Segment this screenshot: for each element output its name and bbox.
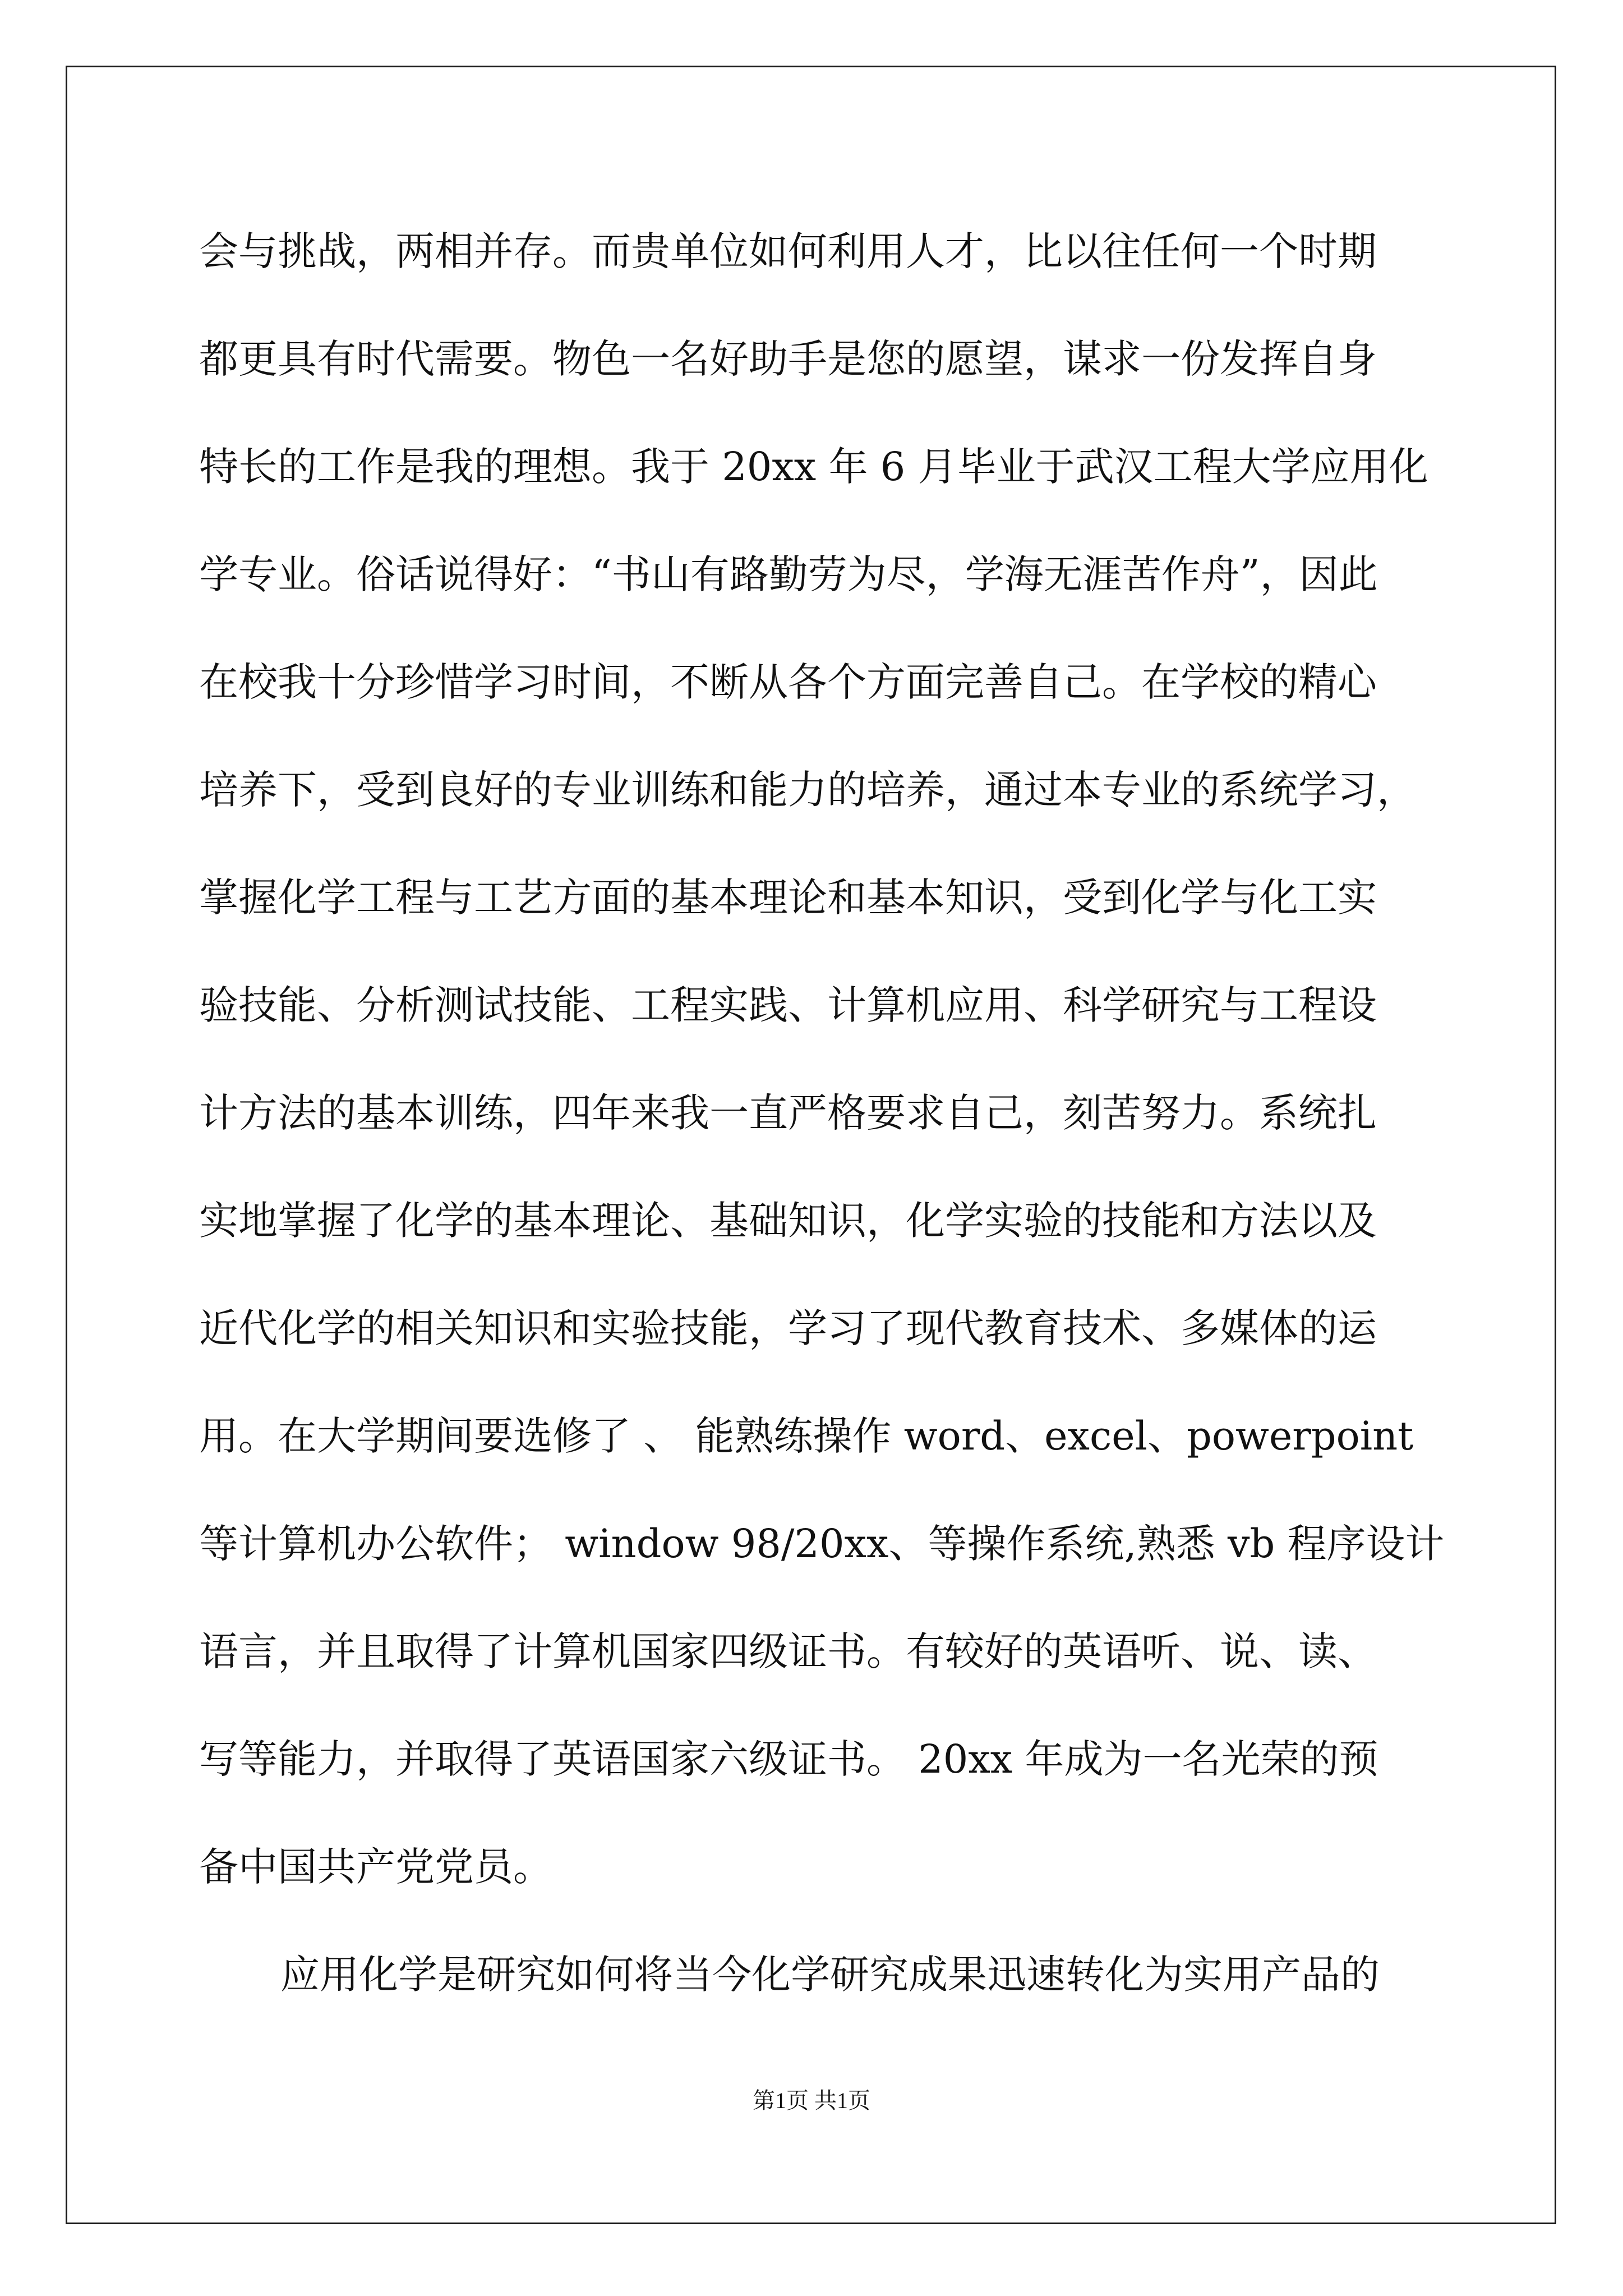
text-line: 用。在大学期间要选修了 、 能熟练操作 word、excel、powerpoint (199, 1413, 1414, 1459)
text-line: 培养下，受到良好的专业训练和能力的培养，通过本专业的系统学习， (199, 767, 1416, 813)
text-line: 在校我十分珍惜学习时间，不断从各个方面完善自己。在学校的精心 (199, 659, 1377, 705)
text-line: 近代化学的相关知识和实验技能，学习了现代教育技术、多媒体的运 (199, 1305, 1377, 1351)
text-line: 备中国共产党党员。 (199, 1844, 552, 1890)
text-line: 实地掌握了化学的基本理论、基础知识，化学实验的技能和方法以及 (199, 1198, 1377, 1244)
text-line: 写等能力，并取得了英语国家六级证书。 20xx 年成为一名光荣的预 (199, 1736, 1378, 1782)
text-line: 都更具有时代需要。物色一名好助手是您的愿望，谋求一份发挥自身 (199, 336, 1377, 382)
text-line: 掌握化学工程与工艺方面的基本理论和基本知识，受到化学与化工实 (199, 875, 1377, 921)
paragraph-start-line: 应用化学是研究如何将当今化学研究成果迅速转化为实用产品的 (280, 1952, 1380, 1998)
page-number-footer: 第1页 共1页 (753, 2088, 870, 2113)
document-body (199, 218, 1445, 2049)
text-line: 会与挑战，两相并存。而贵单位如何利用人才，比以往任何一个时期 (199, 228, 1377, 274)
text-line: 学专业。俗话说得好：“书山有路勤劳为尽，学海无涯苦作舟”，因此 (199, 551, 1378, 597)
text-line: 验技能、分析测试技能、工程实践、计算机应用、科学研究与工程设 (199, 982, 1377, 1028)
text-line: 特长的工作是我的理想。我于 20xx 年 6 月毕业于武汉工程大学应用化 (199, 444, 1428, 490)
text-line: 语言，并且取得了计算机国家四级证书。有较好的英语听、说、读、 (199, 1628, 1377, 1674)
text-line: 计方法的基本训练，四年来我一直严格要求自己，刻苦努力。系统扎 (199, 1090, 1377, 1136)
text-line: 等计算机办公软件； window 98/20xx、等操作系统,熟悉 vb 程序设计 (199, 1521, 1445, 1567)
